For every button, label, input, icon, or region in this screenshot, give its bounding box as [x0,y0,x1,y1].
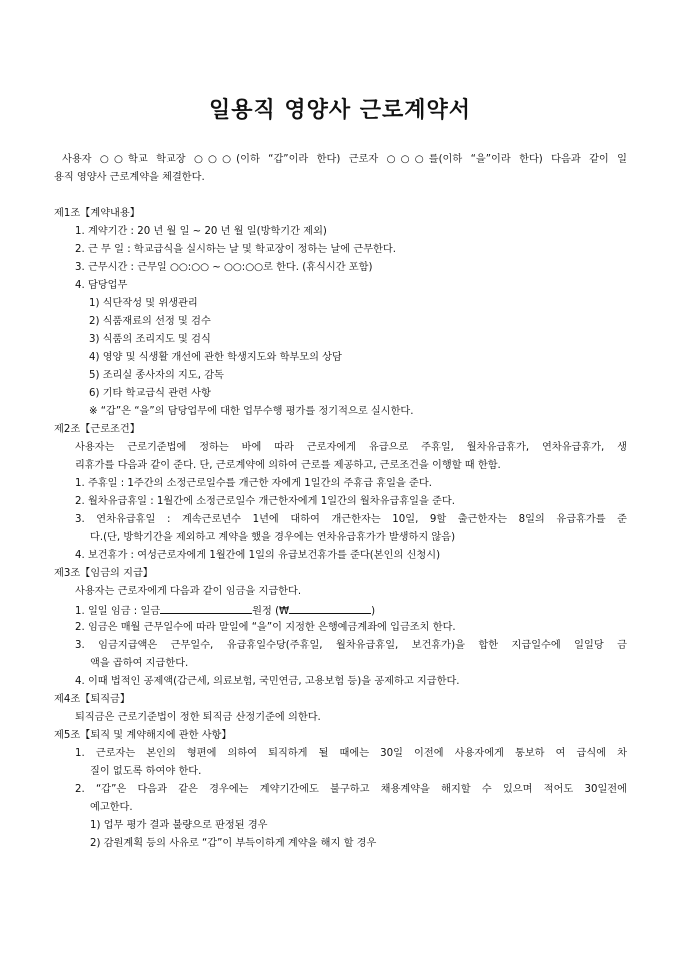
wage-amount-blank[interactable] [160,603,252,614]
article-2-item: 3. 연차유급휴일 : 계속근로년수 1년에 대하여 개근한자는 10일, 9할 출근한자는 8일의 유급휴가를 준 [75,514,627,525]
intro-line-2: 용직 영양사 근로계약을 체결한다. [54,172,205,183]
duty-item: 2) 식품재료의 선정 및 검수 [89,316,211,327]
article-5-item-continued: 예고한다. [90,802,133,813]
article-1-item: 2. 근 무 일 : 학교급식을 실시하는 날 및 학교장이 정하는 날에 근무한다. [75,244,396,255]
duty-note: ※ “갑”은 “을”의 담당업무에 대한 업무수행 평가를 정기적으로 실시한다. [89,406,414,417]
article-2-item: 4. 보건휴가 : 여성근로자에게 1월간에 1일의 유급보건휴가를 준다(본인의 신청시) [75,550,441,561]
article-5-subitem: 2) 감원계획 등의 사유로 “갑”이 부득이하게 계약을 해지 할 경우 [90,838,377,849]
duty-item: 4) 영양 및 식생활 개선에 관한 학생지도와 학부모의 상담 [89,352,342,363]
intro-line-1: 사용자 ○○학교 학교장 ○○○(이하 “갑”이라 한다) 근로자 ○○○를(이하 “을”이라 한다) 다음과 같이 일 [62,154,627,165]
article-5-item: 2. “갑”은 다음과 같은 경우에는 계약기간에도 불구하고 채용계약을 해지할 수 있으며 적어도 30일전에 [75,784,627,795]
article-1-heading: 제1조【계약내용】 [54,208,140,219]
article-1-item: 3. 근무시간 : 근무일 ○○:○○ ~ ○○:○○로 한다. (휴식시간 포함) [75,262,373,273]
article-5-item-continued: 질이 없도록 하여야 한다. [90,766,202,777]
article-3-item: 4. 이때 법적인 공제액(갑근세, 의료보험, 국민연금, 고용보험 등)을 공제하고 지급한다. [75,676,460,687]
daily-wage-line [75,603,375,619]
article-2-body-line-1: 사용자는 근로기준법에 정하는 바에 따라 근로자에게 유급으로 주휴일, 월차유급휴가, 연차유급휴가, 생 [75,442,627,453]
wage-mid: 원정 (₩ [252,606,290,617]
article-4-heading: 제4조【퇴직금】 [54,694,131,705]
article-2-item: 1. 주휴일 : 1주간의 소정근로일수를 개근한 자에게 1일간의 주휴급 휴일을 준다. [75,478,432,489]
article-5-item: 1. 근로자는 본인의 형편에 의하여 퇴직하게 될 때에는 30일 이전에 사용자에게 통보하 여 급식에 차 [75,748,627,759]
duty-item: 6) 기타 학교급식 관련 사항 [89,388,211,399]
article-5-heading: 제5조【퇴직 및 계약해지에 관한 사항】 [54,730,232,741]
duty-item: 5) 조리실 종사자의 지도, 감독 [89,370,224,381]
duty-item: 1) 식단작성 및 위생관리 [89,298,198,309]
article-4-body: 퇴직금은 근로기준법이 정한 퇴직금 산정기준에 의한다. [75,712,321,723]
article-3-body: 사용자는 근로자에게 다음과 같이 임금을 지급한다. [75,586,302,597]
article-2-item: 2. 월차유급휴일 : 1월간에 소정근로일수 개근한자에게 1일간의 월차유급휴일을 준다. [75,496,456,507]
duty-item: 3) 식품의 조리지도 및 검식 [89,334,211,345]
wage-won-blank[interactable] [289,603,371,614]
document-title: 일용직 영양사 근로계약서 [208,98,472,123]
wage-suffix: ) [371,606,376,617]
wage-prefix: 1. 일일 임금 : 일금 [75,606,161,617]
article-3-item-continued: 액을 곱하여 지급한다. [90,658,189,669]
article-3-heading: 제3조【임금의 지급】 [54,568,153,579]
article-1-item: 4. 담당업무 [75,280,128,291]
article-2-heading: 제2조【근로조건】 [54,424,140,435]
article-3-item: 2. 임금은 매월 근무일수에 따라 말일에 “을”이 지정한 은행예금계좌에 입금조치 한다. [75,622,456,633]
article-2-item-continued: 다.(단, 방학기간을 제외하고 계약을 했을 경우에는 연차유급휴가가 발생하지 않음) [90,532,456,543]
article-5-subitem: 1) 업무 평가 결과 불량으로 판정된 경우 [90,820,268,831]
article-1-item: 1. 계약기간 : 20 년 월 일 ~ 20 년 월 일(방학기간 제외) [75,226,327,237]
article-3-item: 3. 임금지급액은 근무일수, 유급휴일수당(주휴일, 월차유급휴일, 보건휴가)을 합한 지급일수에 일일당 금 [75,640,627,651]
article-2-body-line-2: 리휴가를 다음과 같이 준다. 단, 근로계약에 의하여 근로를 제공하고, 근로조건을 이행할 때 한함. [75,460,501,471]
